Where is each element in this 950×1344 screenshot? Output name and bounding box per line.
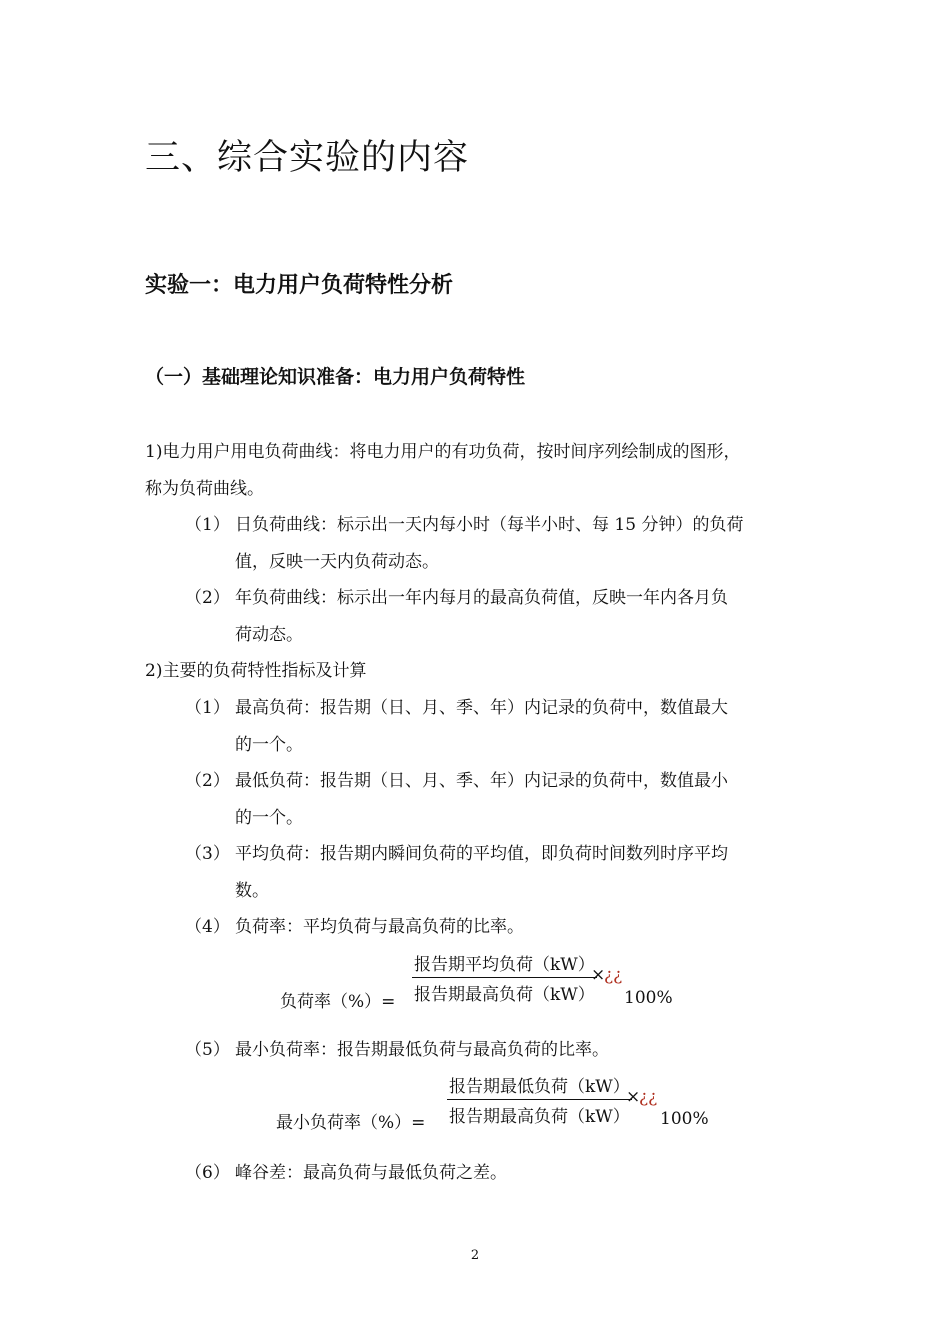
list-number: （2） (185, 771, 230, 791)
page-number: 2 (470, 1248, 480, 1263)
list-item-text: 最高负荷：报告期（日、月、季、年）内记录的负荷中，数值最大 (235, 698, 728, 718)
heading-level-1: 三、综合实验的内容 (145, 138, 470, 178)
formula-label: 最小负荷率（%）= (276, 1113, 426, 1133)
list-number: （4） (185, 917, 230, 937)
formula-numerator: 报告期最低负荷（kW） (449, 1077, 630, 1097)
formula-percent: 100% (624, 988, 673, 1008)
list-number: （1） (185, 698, 230, 718)
heading-level-3: （一）基础理论知识准备：电力用户负荷特性 (145, 366, 526, 388)
list-number: （6） (185, 1163, 230, 1183)
paragraph-line: 1)电力用户用电负荷曲线：将电力用户的有功负荷，按时间序列绘制成的图形， (145, 442, 741, 462)
formula-denominator: 报告期最高负荷（kW） (414, 985, 595, 1005)
list-item-text: 数。 (235, 881, 269, 901)
list-item-text: 最小负荷率：报告期最低负荷与最高负荷的比率。 (235, 1040, 609, 1060)
glyph-placeholder: ¿¿ (604, 965, 623, 985)
list-item-text: 荷动态。 (235, 625, 303, 645)
list-number: （2） (185, 588, 230, 608)
list-item-text: 的一个。 (235, 735, 303, 755)
list-item-text: 日负荷曲线：标示出一天内每小时（每半小时、每 15 分钟）的负荷 (235, 515, 744, 535)
paragraph-line: 称为负荷曲线。 (145, 479, 264, 499)
list-item-text: 值，反映一天内负荷动态。 (235, 552, 439, 572)
formula-label: 负荷率（%）= (280, 992, 396, 1012)
paragraph-line: 2)主要的负荷特性指标及计算 (145, 661, 367, 681)
list-item-text: 年负荷曲线：标示出一年内每月的最高负荷值，反映一年内各月负 (235, 588, 728, 608)
list-item-text: 峰谷差：最高负荷与最低负荷之差。 (235, 1163, 507, 1183)
list-item-text: 负荷率：平均负荷与最高负荷的比率。 (235, 917, 524, 937)
times-sign: × (626, 1087, 641, 1107)
list-number: （1） (185, 515, 230, 535)
list-item-text: 的一个。 (235, 808, 303, 828)
times-sign: × (591, 965, 606, 985)
formula-fraction (447, 1072, 632, 1127)
list-number: （3） (185, 844, 230, 864)
list-number: （5） (185, 1040, 230, 1060)
formula-numerator: 报告期平均负荷（kW） (414, 955, 595, 975)
list-item-text: 最低负荷：报告期（日、月、季、年）内记录的负荷中，数值最小 (235, 771, 728, 791)
formula-fraction (412, 950, 597, 1005)
glyph-placeholder: ¿¿ (639, 1087, 658, 1107)
list-item-text: 平均负荷：报告期内瞬间负荷的平均值，即负荷时间数列时序平均 (235, 844, 728, 864)
formula-percent: 100% (660, 1109, 709, 1129)
heading-level-2: 实验一：电力用户负荷特性分析 (145, 273, 454, 298)
formula-denominator: 报告期最高负荷（kW） (449, 1107, 630, 1127)
